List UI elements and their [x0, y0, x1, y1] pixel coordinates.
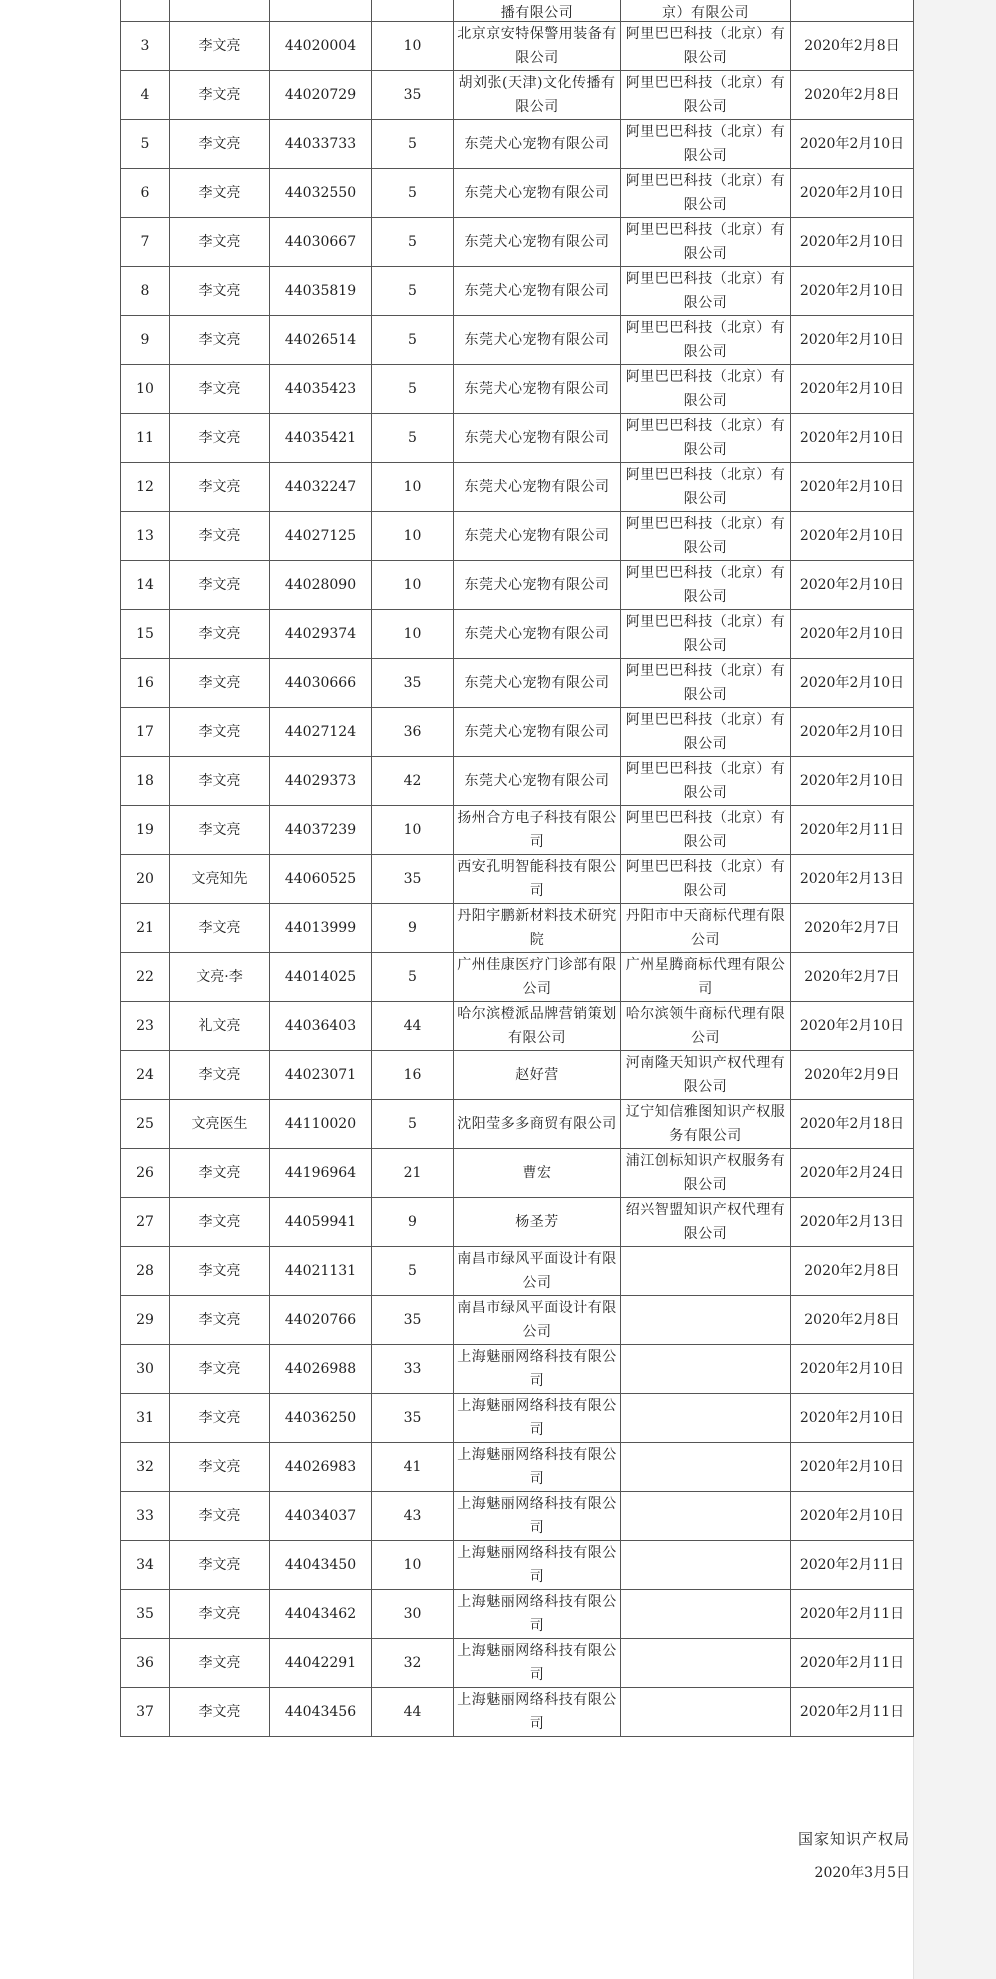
cell-class: 43: [372, 1492, 454, 1541]
cell-mark: 李文亮: [170, 169, 270, 218]
table-row: [121, 1443, 914, 1492]
table-row: [121, 1247, 914, 1296]
cell-agent: 河南隆天知识产权代理有限公司: [621, 1051, 791, 1100]
cell-reg-no: 44043456: [270, 1688, 372, 1737]
cell-mark: 李文亮: [170, 1492, 270, 1541]
cell-class: 10: [372, 806, 454, 855]
cell-no: 5: [121, 120, 170, 169]
cell-applicant: 广州佳康医疗门诊部有限公司: [454, 953, 621, 1002]
cell-no: 34: [121, 1541, 170, 1590]
trademark-table: [120, 0, 914, 1737]
cell-reg-no: 44043450: [270, 1541, 372, 1590]
cell-agent: 阿里巴巴科技（北京）有限公司: [621, 414, 791, 463]
cell-reg-no: 44059941: [270, 1198, 372, 1247]
table-row: [121, 512, 914, 561]
table-row: [121, 120, 914, 169]
table-row: [121, 414, 914, 463]
cell-mark: 李文亮: [170, 1051, 270, 1100]
cell-mark: [170, 0, 270, 22]
cell-class: 5: [372, 316, 454, 365]
cell-reg-no: 44013999: [270, 904, 372, 953]
cell-reg-no: 44026988: [270, 1345, 372, 1394]
cell-date: 2020年2月10日: [791, 169, 914, 218]
cell-applicant: 哈尔滨橙派品牌营销策划有限公司: [454, 1002, 621, 1051]
cell-agent: [621, 1443, 791, 1492]
cell-mark: 李文亮: [170, 1296, 270, 1345]
table-row: [121, 1541, 914, 1590]
cell-mark: 李文亮: [170, 71, 270, 120]
cell-agent: 阿里巴巴科技（北京）有限公司: [621, 855, 791, 904]
cell-no: 37: [121, 1688, 170, 1737]
cell-date: 2020年2月10日: [791, 561, 914, 610]
cell-applicant: 扬州合方电子科技有限公司: [454, 806, 621, 855]
cell-class: [372, 0, 454, 22]
cell-no: 26: [121, 1149, 170, 1198]
cell-no: 17: [121, 708, 170, 757]
cell-class: 35: [372, 1296, 454, 1345]
table-row: [121, 218, 914, 267]
table-row: [121, 1051, 914, 1100]
cell-date: 2020年2月10日: [791, 610, 914, 659]
table-row: [121, 1394, 914, 1443]
cell-date: 2020年2月24日: [791, 1149, 914, 1198]
cell-no: 31: [121, 1394, 170, 1443]
table-row: [121, 708, 914, 757]
cell-no: 11: [121, 414, 170, 463]
cell-reg-no: 44021131: [270, 1247, 372, 1296]
cell-date: 2020年2月10日: [791, 512, 914, 561]
cell-date: 2020年2月10日: [791, 1345, 914, 1394]
cell-no: 23: [121, 1002, 170, 1051]
table-row: [121, 904, 914, 953]
cell-date: 2020年2月11日: [791, 1639, 914, 1688]
cell-date: 2020年2月13日: [791, 855, 914, 904]
cell-applicant: 东莞犬心宠物有限公司: [454, 169, 621, 218]
cell-no: 13: [121, 512, 170, 561]
cell-class: 5: [372, 267, 454, 316]
cell-reg-no: 44020766: [270, 1296, 372, 1345]
cell-class: 10: [372, 1541, 454, 1590]
cell-reg-no: 44060525: [270, 855, 372, 904]
cell-no: 33: [121, 1492, 170, 1541]
cell-no: 28: [121, 1247, 170, 1296]
cell-reg-no: 44033733: [270, 120, 372, 169]
cell-date: 2020年2月10日: [791, 1394, 914, 1443]
cell-agent: 哈尔滨领牛商标代理有限公司: [621, 1002, 791, 1051]
cell-date: 2020年2月10日: [791, 1002, 914, 1051]
cell-agent: [621, 1541, 791, 1590]
cell-class: 21: [372, 1149, 454, 1198]
issue-date: 2020年3月5日: [814, 1865, 910, 1881]
cell-reg-no: 44037239: [270, 806, 372, 855]
cell-applicant: 赵好营: [454, 1051, 621, 1100]
cell-reg-no: 44035421: [270, 414, 372, 463]
cell-agent: [621, 1590, 791, 1639]
cell-agent: 阿里巴巴科技（北京）有限公司: [621, 610, 791, 659]
table-row: [121, 757, 914, 806]
cell-mark: 李文亮: [170, 659, 270, 708]
cell-class: 5: [372, 218, 454, 267]
cell-agent: 阿里巴巴科技（北京）有限公司: [621, 806, 791, 855]
cell-class: 42: [372, 757, 454, 806]
cell-date: 2020年2月10日: [791, 463, 914, 512]
cell-applicant: 上海魅丽网络科技有限公司: [454, 1492, 621, 1541]
table-body: [121, 0, 914, 1737]
cell-no: 35: [121, 1590, 170, 1639]
cell-class: 5: [372, 169, 454, 218]
table-row: [121, 1002, 914, 1051]
cell-reg-no: 44023071: [270, 1051, 372, 1100]
cell-applicant: 丹阳宇鹏新材料技术研究院: [454, 904, 621, 953]
cell-mark: 李文亮: [170, 1198, 270, 1247]
cell-date: 2020年2月11日: [791, 1541, 914, 1590]
cell-mark: 李文亮: [170, 316, 270, 365]
cell-reg-no: 44032247: [270, 463, 372, 512]
cell-class: 33: [372, 1345, 454, 1394]
cell-agent: 绍兴智盟知识产权代理有限公司: [621, 1198, 791, 1247]
cell-agent: 辽宁知信雅图知识产权服务有限公司: [621, 1100, 791, 1149]
cell-mark: 李文亮: [170, 1688, 270, 1737]
cell-mark: 李文亮: [170, 218, 270, 267]
cell-class: 30: [372, 1590, 454, 1639]
cell-mark: 李文亮: [170, 610, 270, 659]
table-row: [121, 1590, 914, 1639]
cell-class: 5: [372, 365, 454, 414]
cell-agent: [621, 1394, 791, 1443]
cell-applicant: 东莞犬心宠物有限公司: [454, 610, 621, 659]
cell-applicant: 上海魅丽网络科技有限公司: [454, 1394, 621, 1443]
cell-mark: 李文亮: [170, 904, 270, 953]
cell-class: 10: [372, 512, 454, 561]
cell-class: 44: [372, 1688, 454, 1737]
cell-applicant: 沈阳莹多多商贸有限公司: [454, 1100, 621, 1149]
cell-reg-no: 44036250: [270, 1394, 372, 1443]
table-row: [121, 806, 914, 855]
cell-date: 2020年2月9日: [791, 1051, 914, 1100]
cell-class: 5: [372, 1247, 454, 1296]
cell-no: 8: [121, 267, 170, 316]
cell-agent: 阿里巴巴科技（北京）有限公司: [621, 218, 791, 267]
cell-class: 5: [372, 953, 454, 1002]
cell-date: 2020年2月13日: [791, 1198, 914, 1247]
cell-class: 10: [372, 610, 454, 659]
cell-date: [791, 0, 914, 22]
cell-applicant: 南昌市绿风平面设计有限公司: [454, 1247, 621, 1296]
cell-reg-no: 44027125: [270, 512, 372, 561]
cell-applicant: 东莞犬心宠物有限公司: [454, 316, 621, 365]
cell-agent: 阿里巴巴科技（北京）有限公司: [621, 365, 791, 414]
cell-applicant: 杨圣芳: [454, 1198, 621, 1247]
cell-mark: 李文亮: [170, 1639, 270, 1688]
table-row: [121, 1198, 914, 1247]
cell-mark: 李文亮: [170, 806, 270, 855]
cell-date: 2020年2月8日: [791, 22, 914, 71]
cell-no: 10: [121, 365, 170, 414]
table-row: [121, 1492, 914, 1541]
cell-no: 21: [121, 904, 170, 953]
cell-applicant: 东莞犬心宠物有限公司: [454, 659, 621, 708]
cell-class: 5: [372, 120, 454, 169]
cell-class: 10: [372, 561, 454, 610]
cell-no: 27: [121, 1198, 170, 1247]
cell-class: 35: [372, 71, 454, 120]
cell-no: 36: [121, 1639, 170, 1688]
cell-reg-no: 44030666: [270, 659, 372, 708]
cell-agent: 阿里巴巴科技（北京）有限公司: [621, 512, 791, 561]
cell-reg-no: 44027124: [270, 708, 372, 757]
table-row: [121, 22, 914, 71]
cell-applicant: 东莞犬心宠物有限公司: [454, 414, 621, 463]
cell-applicant: 东莞犬心宠物有限公司: [454, 120, 621, 169]
cell-mark: 李文亮: [170, 463, 270, 512]
table-row: [121, 1688, 914, 1737]
cell-reg-no: 44042291: [270, 1639, 372, 1688]
cell-class: 16: [372, 1051, 454, 1100]
cell-reg-no: 44035423: [270, 365, 372, 414]
cell-agent: 丹阳市中天商标代理有限公司: [621, 904, 791, 953]
cell-reg-no: 44026514: [270, 316, 372, 365]
table-row: [121, 953, 914, 1002]
cell-reg-no: 44030667: [270, 218, 372, 267]
cell-no: 16: [121, 659, 170, 708]
issuing-office: 国家知识产权局: [797, 1830, 910, 1848]
cell-date: 2020年2月10日: [791, 1492, 914, 1541]
cell-date: 2020年2月8日: [791, 71, 914, 120]
cell-class: 35: [372, 855, 454, 904]
cell-mark: 李文亮: [170, 1149, 270, 1198]
table-row: [121, 71, 914, 120]
cell-agent: 阿里巴巴科技（北京）有限公司: [621, 267, 791, 316]
table-row: [121, 855, 914, 904]
cell-mark: 李文亮: [170, 1443, 270, 1492]
cell-applicant: 东莞犬心宠物有限公司: [454, 708, 621, 757]
table-row: [121, 1149, 914, 1198]
table-row: [121, 1345, 914, 1394]
cell-agent: 阿里巴巴科技（北京）有限公司: [621, 71, 791, 120]
cell-class: 35: [372, 1394, 454, 1443]
cell-agent: 阿里巴巴科技（北京）有限公司: [621, 316, 791, 365]
cell-applicant: 上海魅丽网络科技有限公司: [454, 1345, 621, 1394]
cell-mark: 李文亮: [170, 561, 270, 610]
cell-date: 2020年2月7日: [791, 953, 914, 1002]
cell-applicant: 东莞犬心宠物有限公司: [454, 267, 621, 316]
cell-agent: 阿里巴巴科技（北京）有限公司: [621, 463, 791, 512]
cell-reg-no: 44020729: [270, 71, 372, 120]
cell-no: 6: [121, 169, 170, 218]
cell-reg-no: 44035819: [270, 267, 372, 316]
cell-date: 2020年2月10日: [791, 659, 914, 708]
cell-no: 32: [121, 1443, 170, 1492]
cell-date: 2020年2月7日: [791, 904, 914, 953]
cell-agent: [621, 1247, 791, 1296]
cell-class: 10: [372, 22, 454, 71]
cell-agent: 广州星腾商标代理有限公司: [621, 953, 791, 1002]
cell-reg-no: 44043462: [270, 1590, 372, 1639]
cell-no: [121, 0, 170, 22]
cell-date: 2020年2月10日: [791, 267, 914, 316]
cell-agent: 阿里巴巴科技（北京）有限公司: [621, 757, 791, 806]
table-row: [121, 316, 914, 365]
cell-applicant: 播有限公司: [454, 0, 621, 22]
table-row: [121, 659, 914, 708]
cell-no: 20: [121, 855, 170, 904]
cell-applicant: 曹宏: [454, 1149, 621, 1198]
cell-applicant: 上海魅丽网络科技有限公司: [454, 1590, 621, 1639]
cell-no: 15: [121, 610, 170, 659]
cell-reg-no: 44028090: [270, 561, 372, 610]
cell-class: 9: [372, 904, 454, 953]
cell-applicant: 东莞犬心宠物有限公司: [454, 365, 621, 414]
cell-date: 2020年2月10日: [791, 365, 914, 414]
cell-no: 12: [121, 463, 170, 512]
cell-reg-no: 44029374: [270, 610, 372, 659]
cell-mark: 文亮医生: [170, 1100, 270, 1149]
cell-mark: 李文亮: [170, 1247, 270, 1296]
cell-applicant: 东莞犬心宠物有限公司: [454, 561, 621, 610]
cell-reg-no: 44020004: [270, 22, 372, 71]
cell-reg-no: 44026983: [270, 1443, 372, 1492]
table-row: [121, 1639, 914, 1688]
cell-applicant: 西安孔明智能科技有限公司: [454, 855, 621, 904]
cell-date: 2020年2月10日: [791, 757, 914, 806]
table-row: [121, 365, 914, 414]
cell-reg-no: 44196964: [270, 1149, 372, 1198]
cell-reg-no: 44029373: [270, 757, 372, 806]
cell-class: 9: [372, 1198, 454, 1247]
cell-no: 25: [121, 1100, 170, 1149]
cell-date: 2020年2月10日: [791, 218, 914, 267]
cell-no: 14: [121, 561, 170, 610]
cell-applicant: 上海魅丽网络科技有限公司: [454, 1639, 621, 1688]
cell-mark: 李文亮: [170, 365, 270, 414]
cell-no: 3: [121, 22, 170, 71]
cell-no: 4: [121, 71, 170, 120]
cell-applicant: 上海魅丽网络科技有限公司: [454, 1541, 621, 1590]
cell-applicant: 东莞犬心宠物有限公司: [454, 463, 621, 512]
table-row: [121, 267, 914, 316]
cell-agent: [621, 1296, 791, 1345]
cell-class: 41: [372, 1443, 454, 1492]
cell-mark: 李文亮: [170, 757, 270, 806]
cell-agent: 阿里巴巴科技（北京）有限公司: [621, 561, 791, 610]
table-row: [121, 169, 914, 218]
cell-no: 7: [121, 218, 170, 267]
cell-mark: 李文亮: [170, 708, 270, 757]
table-row: [121, 1296, 914, 1345]
cell-mark: 李文亮: [170, 22, 270, 71]
cell-mark: 礼文亮: [170, 1002, 270, 1051]
cell-mark: 李文亮: [170, 1541, 270, 1590]
cell-reg-no: 44036403: [270, 1002, 372, 1051]
cell-no: 30: [121, 1345, 170, 1394]
cell-agent: 阿里巴巴科技（北京）有限公司: [621, 120, 791, 169]
cell-date: 2020年2月10日: [791, 414, 914, 463]
table-row: [121, 463, 914, 512]
cell-agent: [621, 1639, 791, 1688]
cell-class: 32: [372, 1639, 454, 1688]
cell-reg-no: 44032550: [270, 169, 372, 218]
cell-date: 2020年2月11日: [791, 1688, 914, 1737]
cell-date: 2020年2月11日: [791, 806, 914, 855]
cell-date: 2020年2月11日: [791, 1590, 914, 1639]
cell-applicant: 东莞犬心宠物有限公司: [454, 757, 621, 806]
cell-mark: 李文亮: [170, 1345, 270, 1394]
cell-class: 5: [372, 1100, 454, 1149]
cell-class: 36: [372, 708, 454, 757]
cell-date: 2020年2月8日: [791, 1247, 914, 1296]
cell-applicant: 上海魅丽网络科技有限公司: [454, 1688, 621, 1737]
cell-class: 5: [372, 414, 454, 463]
cell-agent: 阿里巴巴科技（北京）有限公司: [621, 169, 791, 218]
cell-agent: 阿里巴巴科技（北京）有限公司: [621, 659, 791, 708]
cell-reg-no: 44014025: [270, 953, 372, 1002]
table-row-partial: [121, 0, 914, 22]
cell-applicant: 北京京安特保警用装备有限公司: [454, 22, 621, 71]
cell-agent: [621, 1688, 791, 1737]
table-row: [121, 561, 914, 610]
cell-agent: 阿里巴巴科技（北京）有限公司: [621, 708, 791, 757]
cell-class: 44: [372, 1002, 454, 1051]
table-row: [121, 610, 914, 659]
cell-mark: 李文亮: [170, 1394, 270, 1443]
cell-agent: 阿里巴巴科技（北京）有限公司: [621, 22, 791, 71]
cell-no: 24: [121, 1051, 170, 1100]
cell-mark: 文亮知先: [170, 855, 270, 904]
cell-date: 2020年2月10日: [791, 120, 914, 169]
cell-mark: 李文亮: [170, 414, 270, 463]
cell-agent: [621, 1345, 791, 1394]
table-row: [121, 1100, 914, 1149]
cell-mark: 李文亮: [170, 267, 270, 316]
cell-agent: 京）有限公司: [621, 0, 791, 22]
cell-applicant: 南昌市绿风平面设计有限公司: [454, 1296, 621, 1345]
cell-reg-no: 44034037: [270, 1492, 372, 1541]
cell-mark: 李文亮: [170, 1590, 270, 1639]
cell-applicant: 东莞犬心宠物有限公司: [454, 512, 621, 561]
cell-no: 18: [121, 757, 170, 806]
cell-class: 35: [372, 659, 454, 708]
cell-applicant: 胡刘张(天津)文化传播有限公司: [454, 71, 621, 120]
cell-date: 2020年2月10日: [791, 708, 914, 757]
cell-date: 2020年2月10日: [791, 316, 914, 365]
cell-applicant: 东莞犬心宠物有限公司: [454, 218, 621, 267]
cell-agent: [621, 1492, 791, 1541]
cell-mark: 文亮·李: [170, 953, 270, 1002]
cell-reg-no: 44110020: [270, 1100, 372, 1149]
cell-mark: 李文亮: [170, 512, 270, 561]
cell-date: 2020年2月10日: [791, 1443, 914, 1492]
cell-agent: 浦江创标知识产权服务有限公司: [621, 1149, 791, 1198]
cell-date: 2020年2月18日: [791, 1100, 914, 1149]
cell-date: 2020年2月8日: [791, 1296, 914, 1345]
cell-reg-no: [270, 0, 372, 22]
cell-mark: 李文亮: [170, 120, 270, 169]
cell-no: 9: [121, 316, 170, 365]
cell-no: 22: [121, 953, 170, 1002]
cell-no: 29: [121, 1296, 170, 1345]
cell-no: 19: [121, 806, 170, 855]
cell-class: 10: [372, 463, 454, 512]
cell-applicant: 上海魅丽网络科技有限公司: [454, 1443, 621, 1492]
